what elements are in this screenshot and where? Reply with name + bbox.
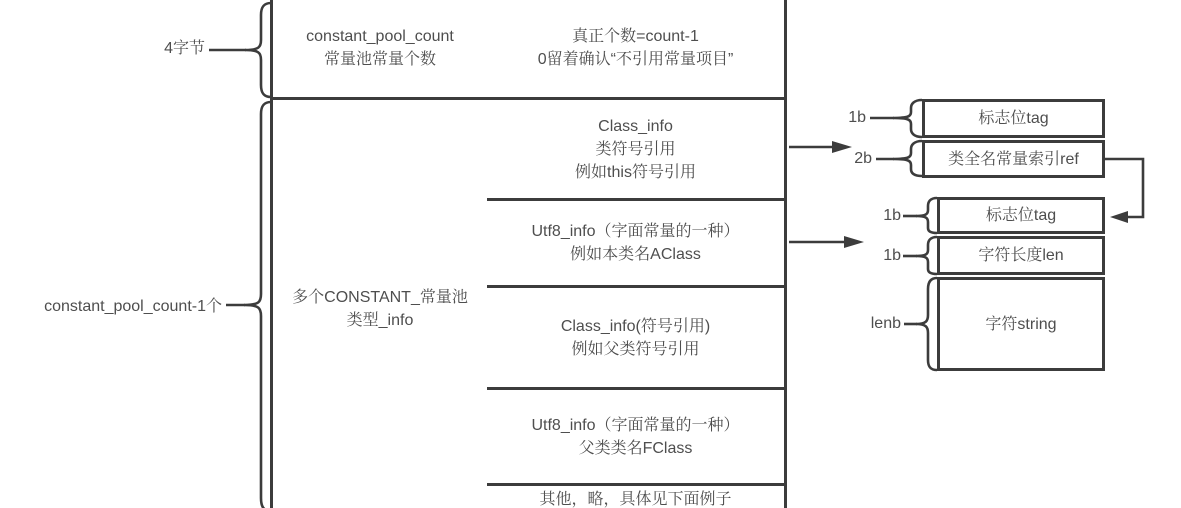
label-lenb-string: lenb	[870, 315, 901, 332]
box-tag	[922, 99, 1105, 138]
cell-line: Class_info(符号引用)	[560, 317, 711, 335]
cell-line: 常量池常量个数	[323, 51, 436, 68]
label-1b-len: 1b	[883, 247, 901, 264]
brace-string-lenb	[916, 278, 937, 370]
cell-constant-types	[273, 100, 487, 508]
label-2b-ref: 2b	[854, 150, 872, 167]
cell-line: 类型_info	[346, 311, 414, 329]
brace-count-minus-1	[244, 102, 271, 508]
cell-line: 真正个数=count-1	[572, 28, 699, 45]
brace-tag-1b	[893, 100, 922, 137]
cell-line: 多个CONSTANT_常量池	[292, 288, 468, 306]
box-label: 字符string	[985, 315, 1057, 333]
brace-len-1b	[916, 237, 937, 274]
box-label: 字符长度len	[978, 247, 1064, 264]
cell-line: Utf8_info（字面常量的一种）	[531, 416, 740, 434]
ref-loop-line	[1105, 159, 1143, 217]
box-utf8-tag	[937, 197, 1105, 234]
cell-line: Utf8_info（字面常量的一种）	[531, 223, 740, 240]
cell-line: 例如父类符号引用	[571, 340, 700, 358]
cell-line: constant_pool_count	[306, 28, 454, 45]
ref-loop-arrowhead-icon	[1110, 211, 1128, 223]
cell-utf8-aclass	[487, 201, 784, 288]
cell-class-info-super	[487, 288, 784, 390]
cell-line: 0留着确认“不引用常量项目”	[537, 51, 734, 68]
brace-ref-2b	[893, 141, 922, 176]
box-class-ref	[922, 140, 1105, 178]
cell-real-count	[487, 0, 784, 100]
cell-line: 其他，略，具体见下面例子	[539, 491, 732, 508]
cell-line: 例如this符号引用	[575, 163, 696, 181]
cell-class-info-this	[487, 100, 784, 201]
cell-constant-pool-count	[273, 0, 487, 100]
box-len	[937, 236, 1105, 275]
box-label: 类全名常量索引ref	[948, 150, 1079, 168]
brace-utf8-tag-1b	[916, 198, 937, 233]
cell-line: 类符号引用	[595, 140, 676, 158]
cell-line: Class_info	[598, 117, 673, 135]
field-column	[270, 0, 490, 508]
cell-others	[487, 486, 784, 508]
label-1b-utf8-tag: 1b	[883, 207, 901, 224]
cell-utf8-fclass	[487, 390, 784, 486]
box-label: 标志位tag	[985, 207, 1057, 224]
label-1b-tag: 1b	[848, 109, 866, 126]
cell-line: 例如本类名AClass	[570, 246, 701, 263]
box-string	[937, 277, 1105, 371]
detail-column	[487, 0, 787, 508]
brace-4bytes	[245, 3, 271, 97]
cell-line: 父类类名FClass	[578, 439, 693, 457]
box-label: 标志位tag	[978, 110, 1049, 127]
label-count-minus-1: constant_pool_count-1个	[44, 298, 222, 315]
label-4-bytes: 4字节	[164, 40, 205, 57]
